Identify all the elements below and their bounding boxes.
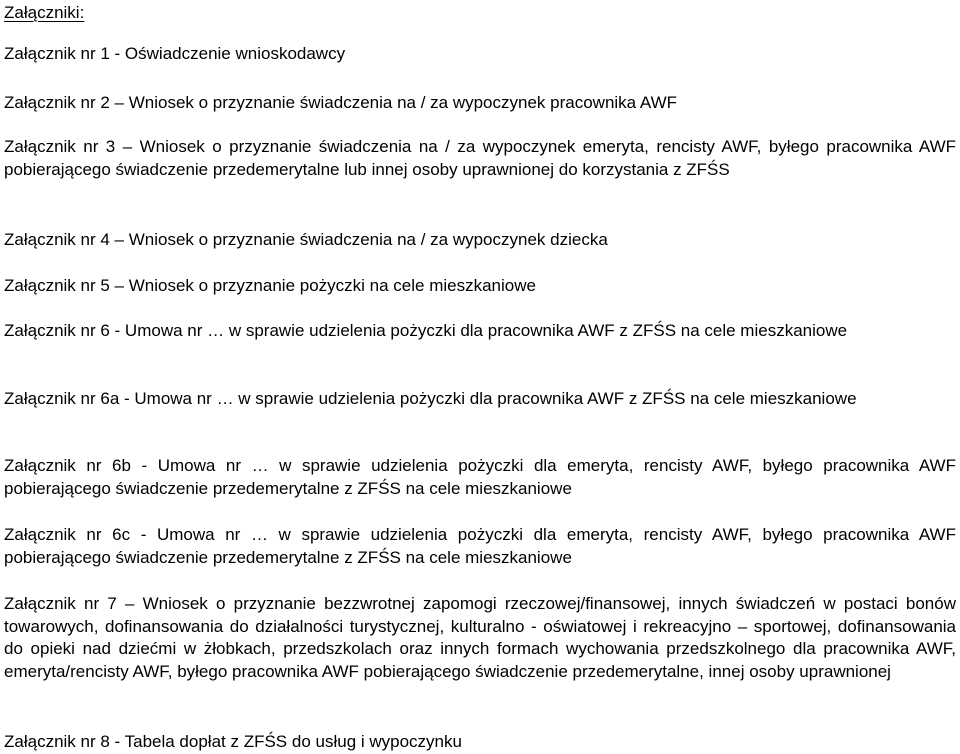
attachment-6: Załącznik nr 6 - Umowa nr … w sprawie udzielenia pożyczki dla pracownika AWF z ZFŚS na cele mieszkaniowe	[4, 321, 848, 340]
attachment-2: Załącznik nr 2 – Wniosek o przyznanie świadczenia na / za wypoczynek pracownika AWF	[4, 93, 678, 112]
attachment-3: Załącznik nr 3 – Wniosek o przyznanie świadczenia na / za wypoczynek emeryta, rencisty AWF, byłego pracownika AWF pobierającego świadczenie przedemerytalne lub innej osoby uprawnionej do korzystania z ZFŚS	[4, 137, 956, 179]
attachment-1: Załącznik nr 1 - Oświadczenie wnioskodawcy	[4, 44, 346, 63]
attachment-8: Załącznik nr 8 - Tabela dopłat z ZFŚS do usług i wypoczynku	[4, 732, 462, 751]
attachments-heading: Załączniki:	[4, 3, 85, 22]
attachment-4: Załącznik nr 4 – Wniosek o przyznanie świadczenia na / za wypoczynek dziecka	[4, 230, 608, 249]
attachment-6b: Załącznik nr 6b - Umowa nr … w sprawie udzielenia pożyczki dla emeryta, rencisty AWF, byłego pracownika AWF pobierającego świadczenie przedemerytalne z ZFŚS na cele mieszkaniowe	[4, 456, 956, 498]
attachment-6a: Załącznik nr 6a - Umowa nr … w sprawie udzielenia pożyczki dla pracownika AWF z ZFŚS na cele mieszkaniowe	[4, 389, 857, 408]
attachment-6c: Załącznik nr 6c - Umowa nr … w sprawie udzielenia pożyczki dla emeryta, rencisty AWF, byłego pracownika AWF pobierającego świadczenie przedemerytalne z ZFŚS na cele mieszkaniowe	[4, 525, 956, 567]
attachment-5: Załącznik nr 5 – Wniosek o przyznanie pożyczki na cele mieszkaniowe	[4, 276, 536, 295]
attachment-7: Załącznik nr 7 – Wniosek o przyznanie bezzwrotnej zapomogi rzeczowej/finansowej, innych świadczeń w postaci bonów towarowych, dofinansowania do działalności turystycznej, kulturalno - oświatowej i rekreacyjno – sportowej, dofinansowania do opieki nad dziećmi w żłobkach, przedszkolach oraz innych formach wychowania przedszkolnego dla pracownika AWF, emeryta/rencisty AWF, byłego pracownika AWF pobierającego świadczenie przedemerytalne, innej osoby uprawnionej	[4, 594, 956, 681]
